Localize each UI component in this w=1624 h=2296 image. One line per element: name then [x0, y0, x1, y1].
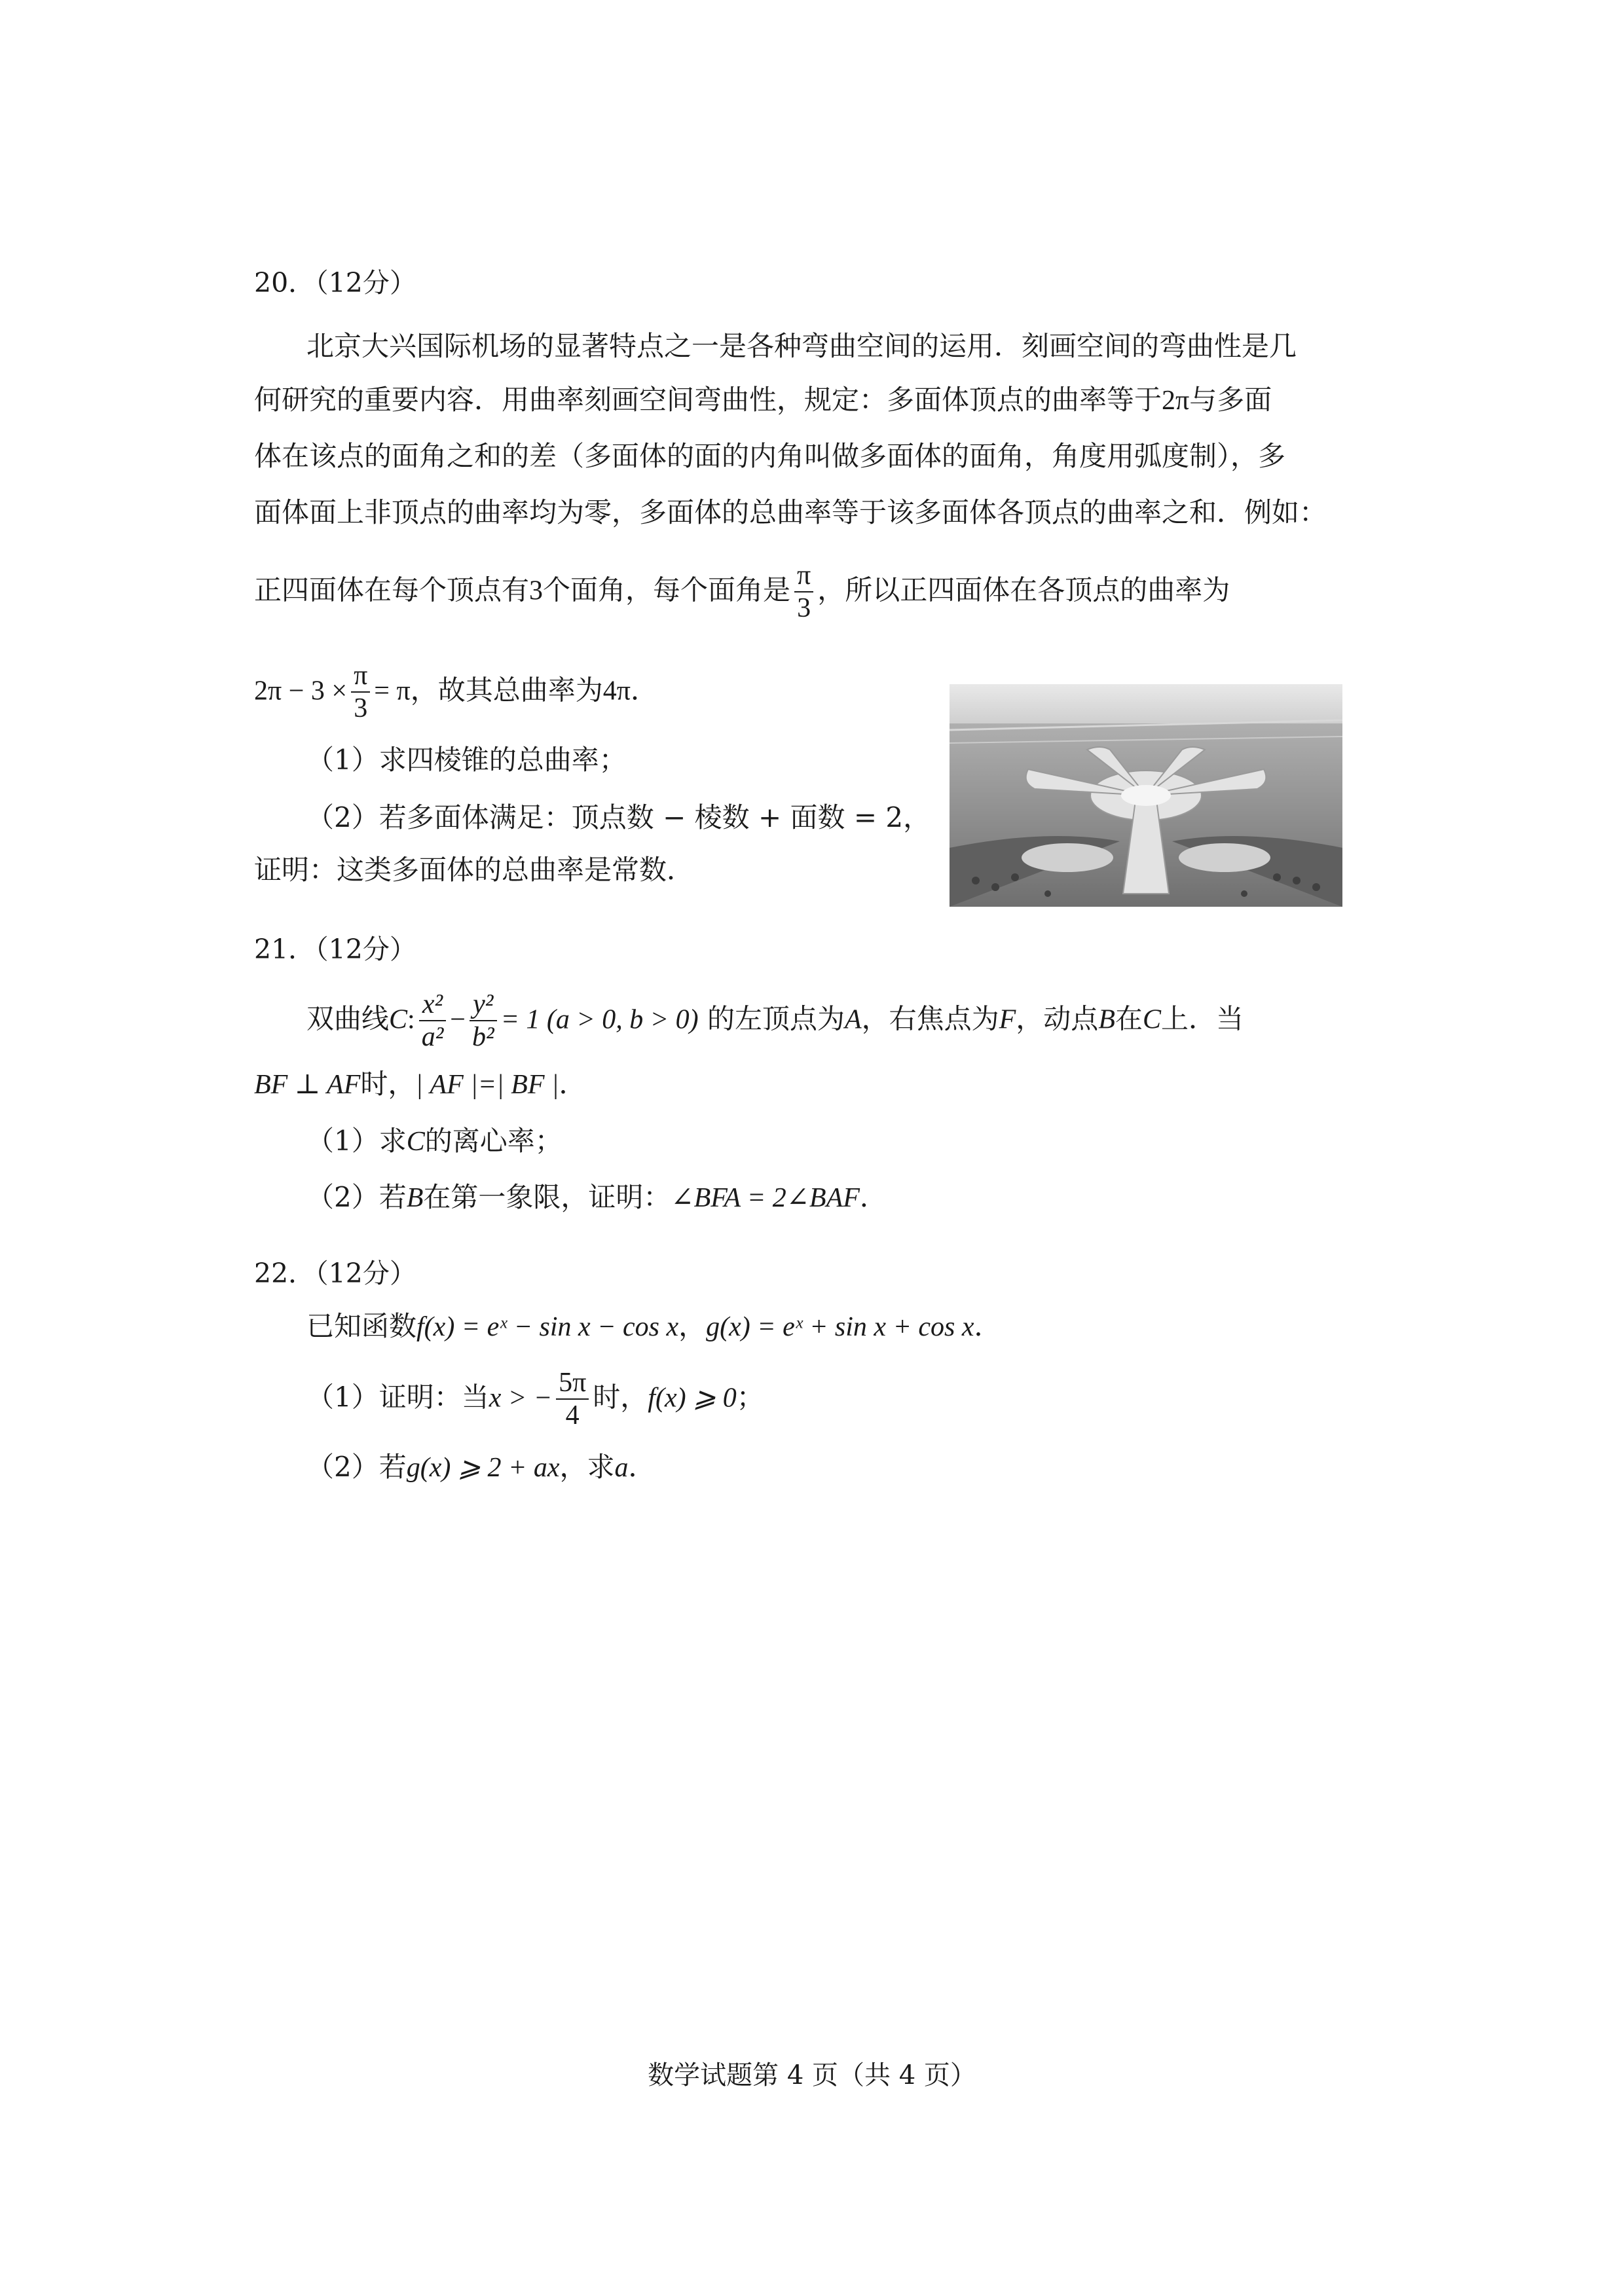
q20-heading: 20．（12分）	[254, 267, 416, 299]
q21-line-2: BF ⊥ AF时，| AF |=| BF |．	[254, 1068, 587, 1100]
q22-heading: 22．（12分）	[254, 1258, 416, 1289]
fraction-x2-over-a2: $\frac{\text{x²}}{\text{a²}}$	[419, 989, 447, 1053]
fraction-pi-over-3: $\frac{\pi}{3}$	[351, 660, 370, 725]
fraction-5pi-over-4: $\frac{5\pi}{4}$	[556, 1367, 589, 1432]
fraction-pi-over-3: $\frac{\pi}{3}$	[794, 560, 813, 625]
q21-heading: 21．（12分）	[254, 934, 416, 965]
q20-line-3: 体在该点的面角之和的差（多面体的面的内角叫做多面体的面角，角度用弧度制），多	[254, 440, 1286, 472]
q22-line-1: 已知函数f(x) = eˣ − sin x − cos x，g(x) = eˣ + sin x + cos x．	[306, 1310, 1002, 1342]
q21-line-1: 双曲线C: $\frac{\text{x²}}{\text{a²}}$ − $\frac{\text{y²}}{\text{b²}}$ = 1 (a > 0, b > 0) 的左顶点为A，右焦点为F，动点B在C上．当	[306, 989, 1244, 1053]
q20-line-1: 北京大兴国际机场的显著特点之一是各种弯曲空间的运用．刻画空间的弯曲性是几	[306, 330, 1297, 362]
q20-item-1: （1）求四棱锥的总曲率；	[306, 744, 627, 776]
fraction-y2-over-b2: $\frac{\text{y²}}{\text{b²}}$	[470, 989, 497, 1053]
q22-item-2: （2）若g(x) ⩾ 2 + ax，求a．	[306, 1451, 656, 1483]
q20-item-2: （2）若多面体满足：顶点数 − 棱数 + 面数 = 2，	[306, 801, 931, 833]
airport-photo	[950, 684, 1342, 907]
page-footer: 数学试题第 4 页（共 4 页）	[648, 2060, 976, 2090]
q20-line-6: 2π − 3 × $\frac{\pi}{3}$ = π，故其总曲率为4π．	[254, 661, 658, 724]
q20-line-5: 正四面体在每个顶点有3个面角，每个面角是 $\frac{\pi}{3}$ ，所以正四面体在各顶点的曲率为	[254, 560, 1230, 624]
q21-item-1: （1）求C的离心率；	[306, 1125, 563, 1157]
q20-line-4: 面体面上非顶点的曲率均为零，多面体的总曲率等于该多面体各顶点的曲率之和．例如：	[254, 496, 1327, 528]
q20-item-2-cont: 证明：这类多面体的总曲率是常数．	[254, 854, 695, 886]
q21-item-2: （2）若B在第一象限，证明：∠BFA = 2∠BAF．	[306, 1181, 887, 1213]
q22-item-1: （1）证明：当x > − $\frac{5\pi}{4}$ 时，f(x) ⩾ 0；	[306, 1368, 764, 1431]
q20-line-2: 何研究的重要内容．用曲率刻画空间弯曲性，规定：多面体顶点的曲率等于2π与多面	[254, 384, 1272, 416]
